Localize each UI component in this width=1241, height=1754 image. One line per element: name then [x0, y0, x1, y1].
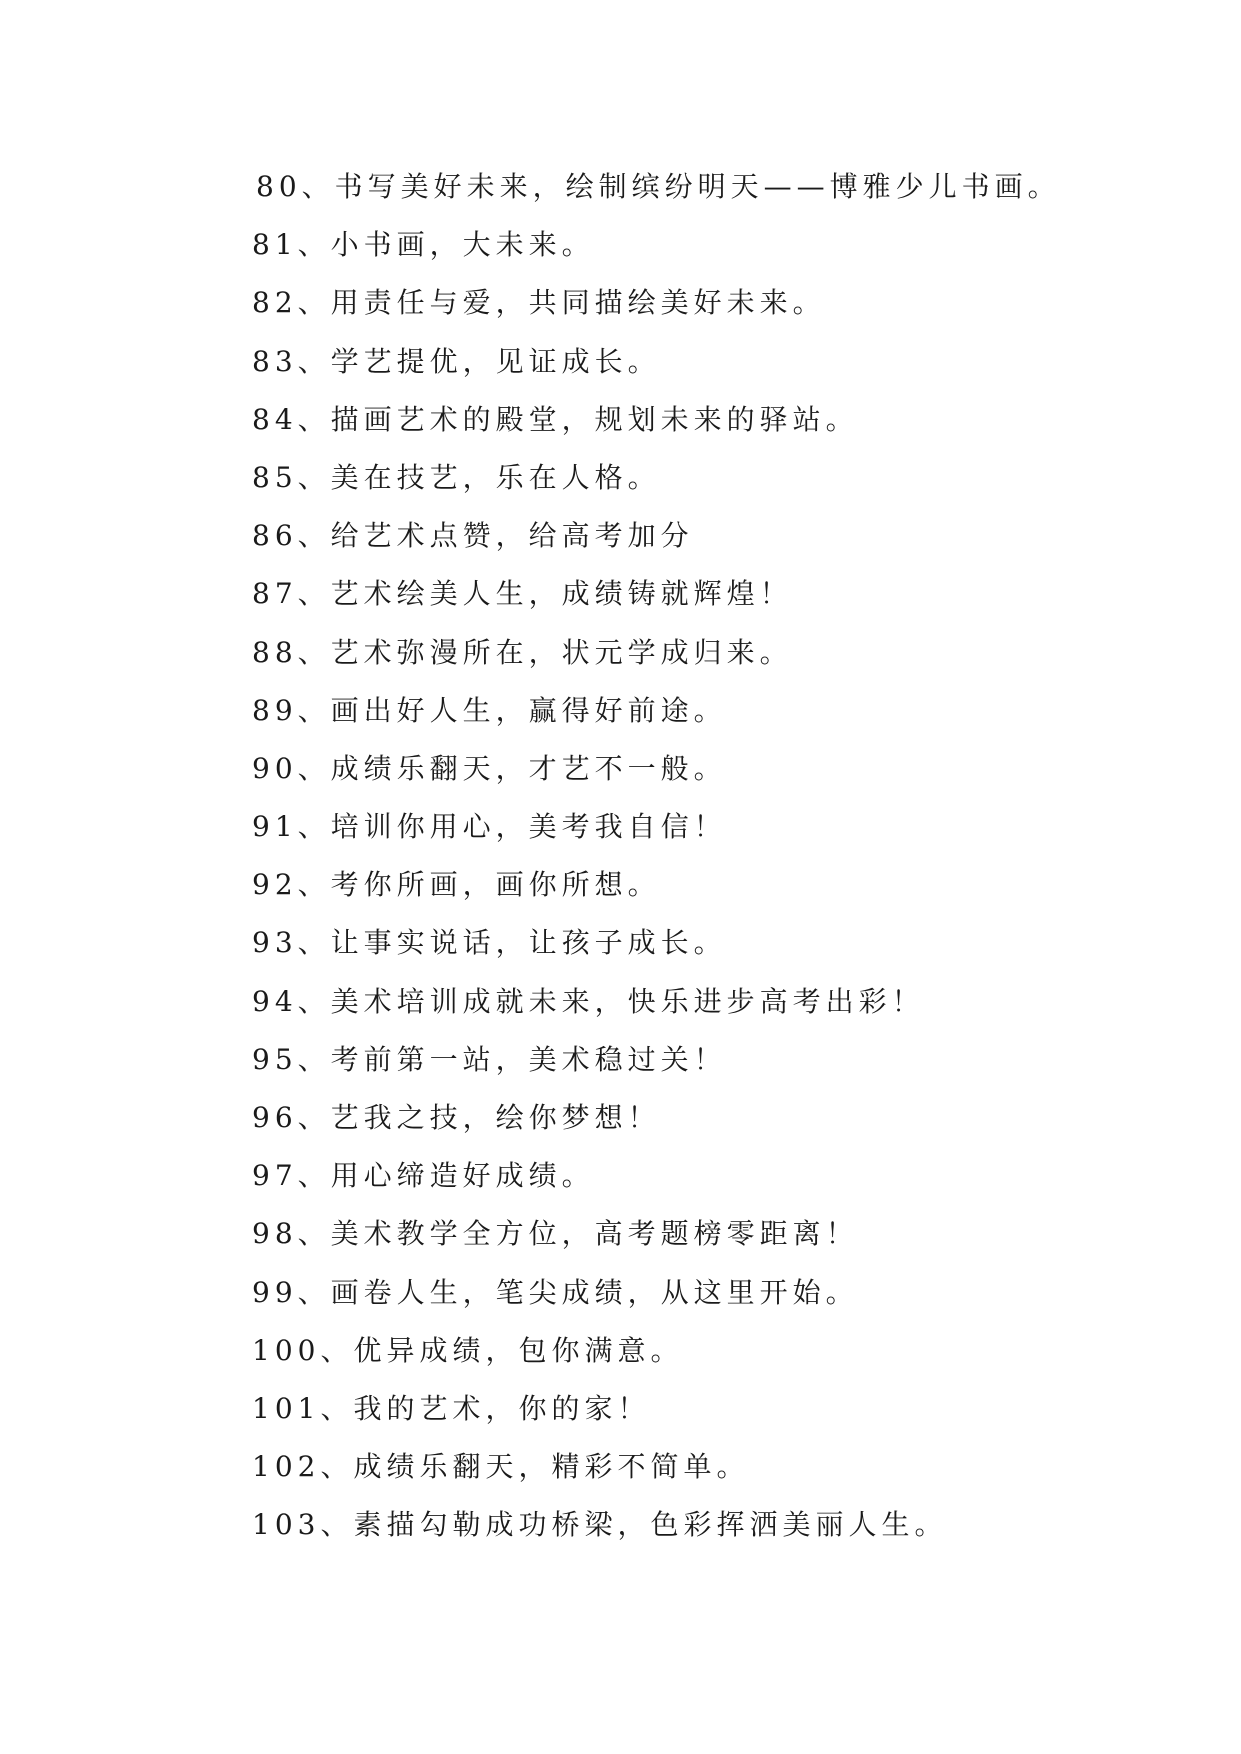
- slogan-line-86: 86、给艺术点赞，给高考加分: [252, 519, 694, 553]
- slogan-line-91: 91、培训你用心，美考我自信！: [252, 810, 727, 844]
- slogan-line-101: 101、我的艺术，你的家！: [252, 1391, 651, 1425]
- slogan-line-98: 98、美术教学全方位，高考题榜零距离！: [252, 1217, 859, 1251]
- slogan-line-92: 92、考你所画，画你所想。: [252, 868, 661, 902]
- slogan-line-100: 100、优异成绩，包你满意。: [252, 1333, 684, 1367]
- slogan-line-80: 80、书写美好未来，绘制缤纷明天——博雅少儿书画。: [256, 170, 1061, 203]
- slogan-line-85: 85、美在技艺，乐在人格。: [252, 460, 661, 494]
- slogan-line-83: 83、学艺提优，见证成长。: [252, 344, 661, 378]
- slogan-list: [252, 158, 1061, 1555]
- slogan-line-89: 89、画出好人生，赢得好前途。: [252, 693, 727, 727]
- slogan-line-94: 94、美术培训成就未来，快乐进步高考出彩！: [252, 984, 925, 1018]
- slogan-line-82: 82、用责任与爱，共同描绘美好未来。: [252, 286, 826, 320]
- slogan-line-87: 87、艺术绘美人生，成绩铸就辉煌！: [252, 577, 793, 611]
- slogan-line-97: 97、用心缔造好成绩。: [252, 1159, 595, 1193]
- slogan-line-103: 103、素描勾勒成功桥梁，色彩挥洒美丽人生。: [252, 1508, 948, 1542]
- slogan-line-102: 102、成绩乐翻天，精彩不简单。: [252, 1450, 750, 1484]
- slogan-line-88: 88、艺术弥漫所在，状元学成归来。: [252, 635, 793, 669]
- slogan-line-99: 99、画卷人生，笔尖成绩，从这里开始。: [252, 1275, 859, 1309]
- slogan-line-90: 90、成绩乐翻天，才艺不一般。: [252, 751, 727, 785]
- slogan-line-84: 84、描画艺术的殿堂，规划未来的驿站。: [252, 402, 859, 436]
- slogan-line-93: 93、让事实说话，让孩子成长。: [252, 926, 727, 960]
- slogan-line-95: 95、考前第一站，美术稳过关！: [252, 1042, 727, 1076]
- slogan-line-96: 96、艺我之技，绘你梦想！: [252, 1101, 661, 1134]
- slogan-line-81: 81、小书画，大未来。: [252, 228, 595, 262]
